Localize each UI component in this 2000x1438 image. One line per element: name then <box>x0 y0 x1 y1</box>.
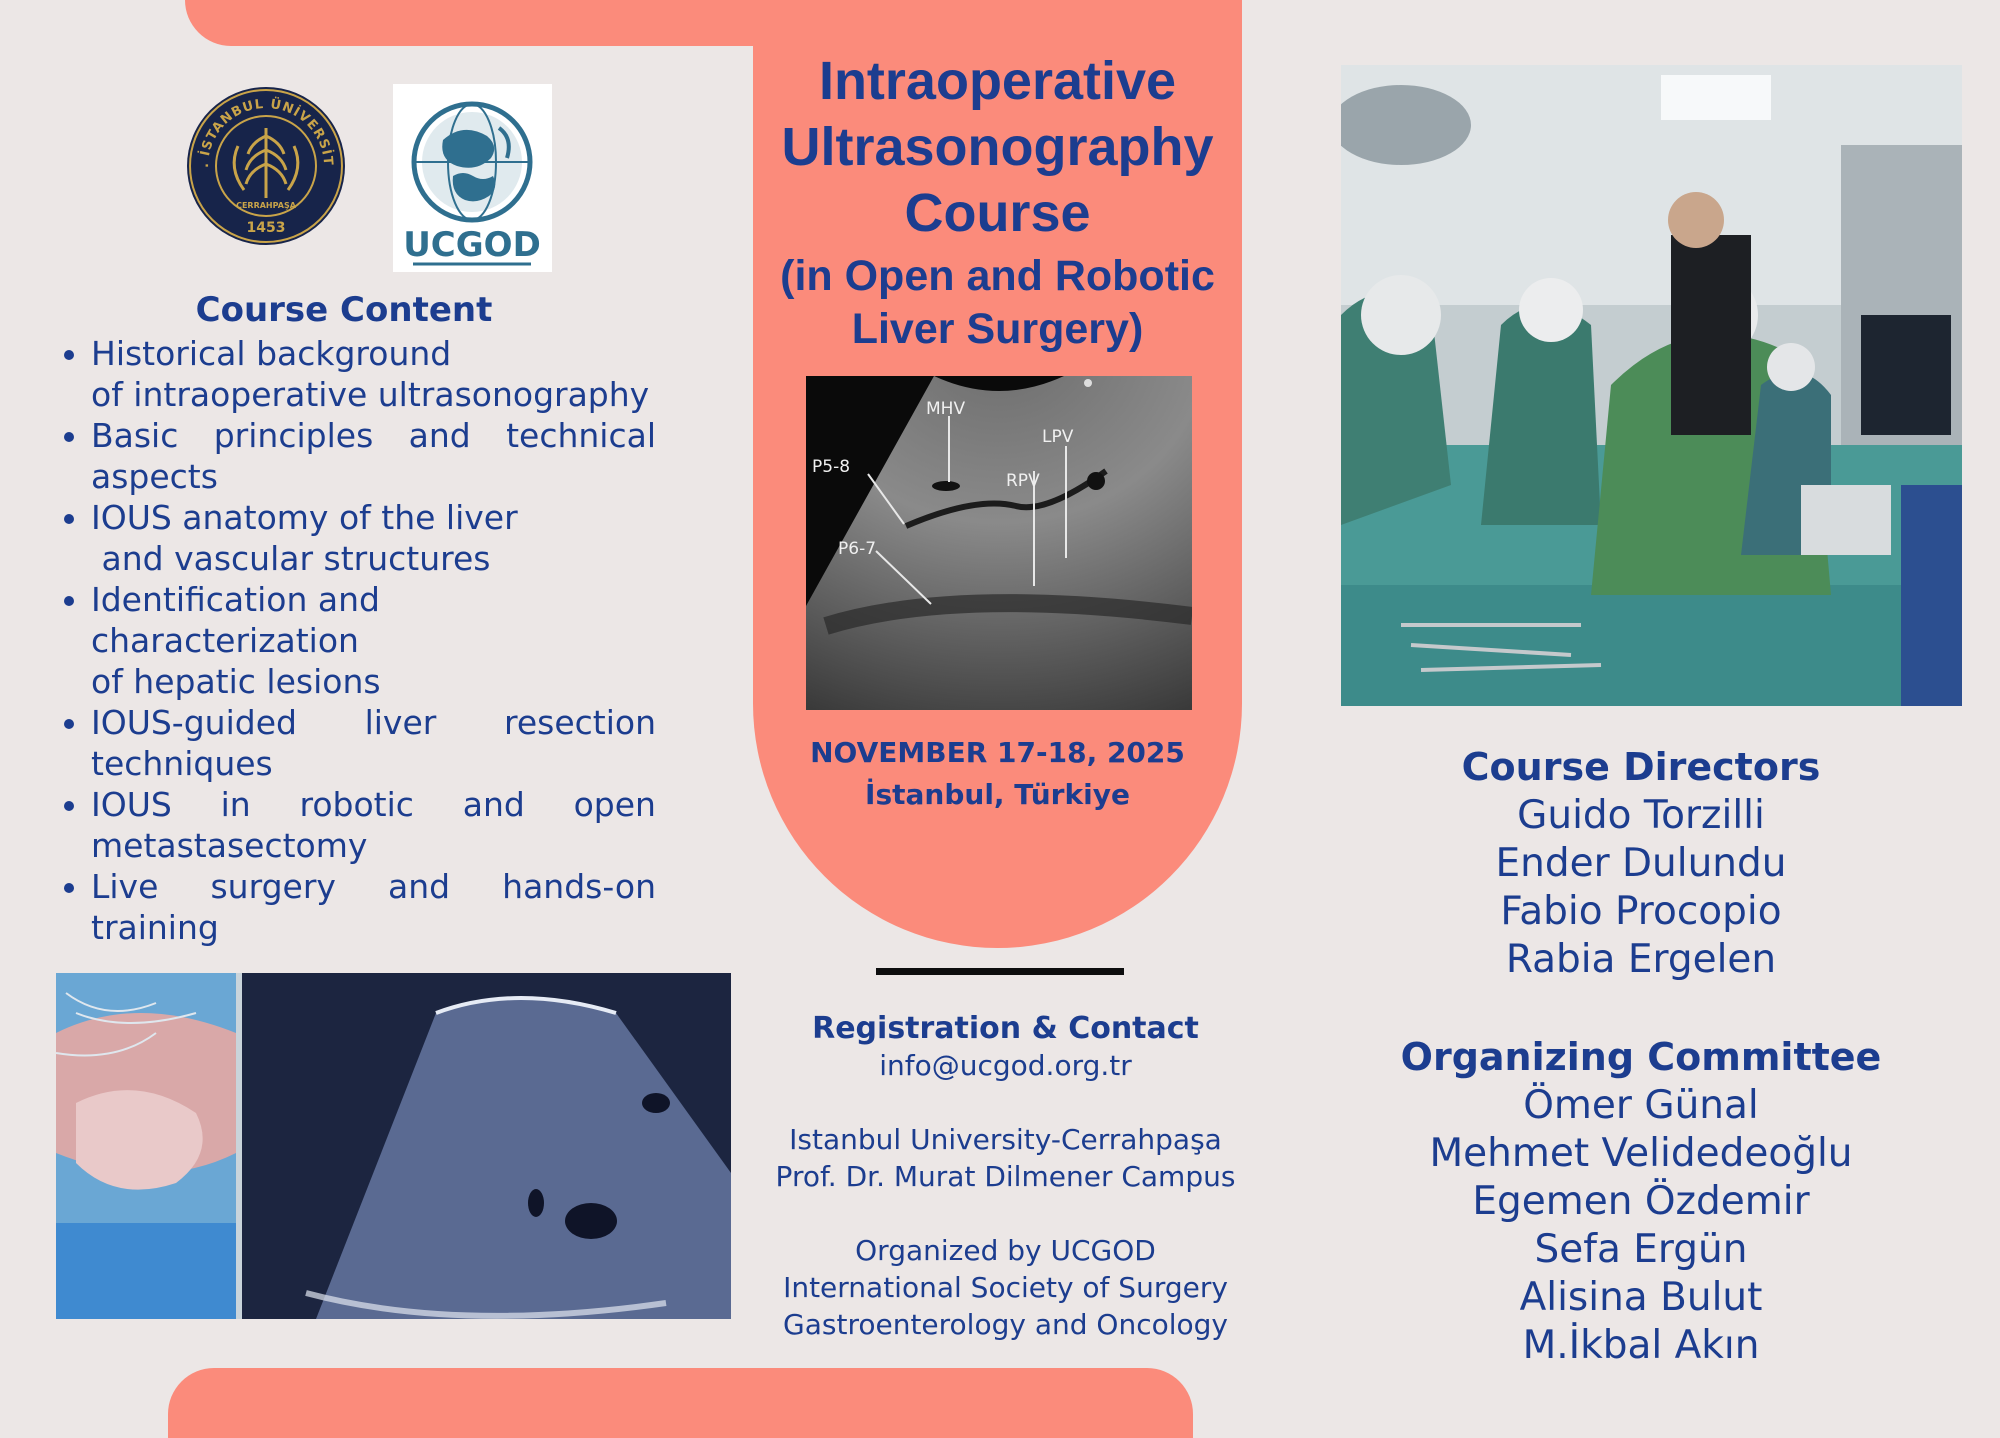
list-word: • IOUS <box>91 785 172 824</box>
list-word: technical <box>506 416 656 455</box>
list-word: • Live <box>91 867 159 906</box>
list-item-line <box>91 415 656 456</box>
list-item <box>91 866 656 948</box>
title-line-3: Course <box>904 183 1091 243</box>
list-item-line: of intraoperative ultrasonography <box>91 375 650 414</box>
list-item-line: IOUS anatomy of the liver <box>91 498 518 537</box>
list-word: • IOUS-guided <box>91 703 297 742</box>
ucgod-globe-icon <box>393 84 552 272</box>
contact-email: info@ucgod.org.tr <box>879 1049 1132 1082</box>
ultrasound-scan-graphic <box>806 376 1192 710</box>
list-item <box>91 415 656 497</box>
people-section <box>1341 742 1941 1370</box>
list-item-line: techniques <box>91 744 273 783</box>
list-item-line: aspects <box>91 457 218 496</box>
director-name: Guido Torzilli <box>1517 793 1765 838</box>
university-seal-icon <box>186 86 346 246</box>
list-word: surgery <box>210 867 336 906</box>
list-item-line: of hepatic lesions <box>91 662 381 701</box>
label-mhv: MHV <box>926 399 966 419</box>
committee-member-name: Egemen Özdemir <box>1472 1179 1810 1224</box>
list-word: • Basic <box>91 416 179 455</box>
ucgod-logo <box>393 84 552 272</box>
organizer-line-2: International Society of Surgery <box>783 1271 1228 1304</box>
list-item <box>91 702 656 784</box>
list-word: and <box>462 785 525 824</box>
list-word: hands-on <box>502 867 656 906</box>
list-word: and <box>388 867 451 906</box>
director-name: Ender Dulundu <box>1495 841 1787 886</box>
list-item-line: Historical background <box>91 334 452 373</box>
svg-text:T.C. İSTANBUL ÜNİVERSİTESİ: . İSTANBUL ÜNİVERSİT <box>196 96 336 169</box>
operating-room-photo <box>1341 65 1962 706</box>
istanbul-university-logo <box>186 86 346 246</box>
contact-block <box>753 1010 1258 1343</box>
list-word: resection <box>503 703 656 742</box>
list-item <box>91 333 656 415</box>
intraoperative-ultrasound-photo <box>56 973 731 1319</box>
event-location: İstanbul, Türkiye <box>865 778 1130 811</box>
list-word: open <box>573 785 656 824</box>
course-title <box>753 48 1242 356</box>
committee-member-name: Sefa Ergün <box>1534 1227 1748 1272</box>
list-word: in <box>220 785 251 824</box>
ucgod-logo-text: UCGOD <box>403 225 541 265</box>
committee-member-name: M.İkbal Akın <box>1522 1323 1760 1368</box>
list-item-line <box>91 784 656 825</box>
label-p58: P5-8 <box>812 457 851 477</box>
label-rpv: RPV <box>1006 471 1040 491</box>
section-divider <box>876 968 1124 975</box>
venue-line-2: Prof. Dr. Murat Dilmener Campus <box>775 1160 1236 1193</box>
list-word: principles <box>213 416 374 455</box>
organizer-line-1: Organized by UCGOD <box>855 1234 1156 1267</box>
surgery-ultrasound-scene <box>56 973 731 1319</box>
label-p67: P6-7 <box>838 539 877 559</box>
director-name: Rabia Ergelen <box>1505 937 1777 982</box>
liver-ultrasound-image <box>806 376 1192 710</box>
list-item <box>91 579 656 702</box>
svg-text:1453: 1453 <box>246 220 286 236</box>
title-line-2: Ultrasonography <box>781 117 1214 177</box>
committee-member-name: Mehmet Velidedeoğlu <box>1429 1131 1853 1176</box>
title-subtitle-2: Liver Surgery) <box>851 305 1144 353</box>
committee-member-name: Ömer Günal <box>1523 1083 1759 1128</box>
list-word: liver <box>364 703 437 742</box>
title-line-1: Intraoperative <box>818 51 1177 111</box>
svg-text:CERRAHPAŞA: CERRAHPAŞA <box>236 201 296 210</box>
list-item-line <box>91 866 656 907</box>
list-item-line: and vascular structures <box>91 539 491 578</box>
director-name: Fabio Procopio <box>1500 889 1782 934</box>
list-item-line <box>91 702 656 743</box>
list-item <box>91 497 656 579</box>
venue-line-1: Istanbul University-Cerrahpaşa <box>789 1123 1222 1156</box>
list-item <box>91 784 656 866</box>
event-date: NOVEMBER 17-18, 2025 <box>810 736 1185 769</box>
committee-member-name: Alisina Bulut <box>1519 1275 1763 1320</box>
list-word: and <box>408 416 471 455</box>
organizer-line-3: Gastroenterology and Oncology <box>783 1308 1228 1341</box>
organizing-committee-heading: Organizing Committee <box>1400 1035 1882 1079</box>
course-content-heading: Course Content <box>195 290 493 330</box>
label-lpv: LPV <box>1042 427 1074 447</box>
operating-room-scene <box>1341 65 1962 706</box>
bottom-decorative-band <box>168 1368 1193 1438</box>
list-word: robotic <box>299 785 414 824</box>
list-item-line: training <box>91 908 219 947</box>
event-date-location <box>753 732 1242 816</box>
list-item-line: metastasectomy <box>91 826 368 865</box>
list-item-line: Identification and characterization <box>91 580 380 660</box>
course-content-list <box>56 333 656 948</box>
title-subtitle-1: (in Open and Robotic <box>780 252 1215 300</box>
contact-heading: Registration & Contact <box>812 1011 1199 1046</box>
course-directors-heading: Course Directors <box>1461 745 1821 789</box>
